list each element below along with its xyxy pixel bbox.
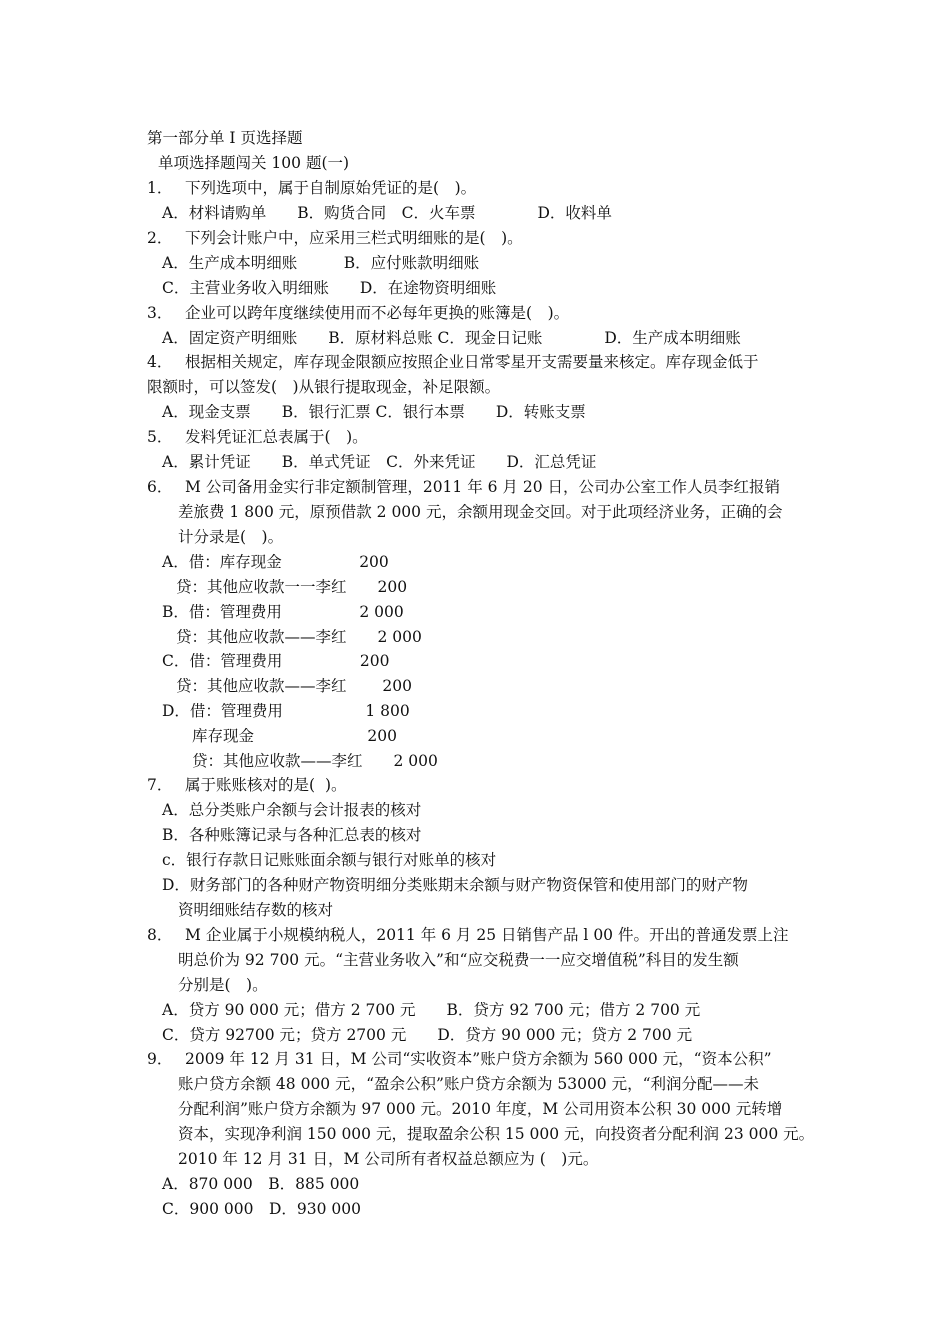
question-6-cont-2: 计分录是( )。 <box>178 528 284 546</box>
question-9-cont-3: 资本，实现净利润 150 000 元，提取盈余公积 15 000 元，向投资者分配利润 23 000 元。 <box>178 1125 815 1143</box>
question-4: 4． 根据相关规定，库存现金限额应按照企业日常零星开支需要量来核定。库存现金低于 <box>147 353 759 371</box>
question-6-option-b-credit: 贷：其他应收款——李红 2 000 <box>176 628 422 646</box>
question-7-option-a: A．总分类账户余额与会计报表的核对 <box>162 801 422 819</box>
question-5: 5． 发料凭证汇总表属于( )。 <box>147 428 368 446</box>
question-6-option-c: C．借：管理费用 200 <box>162 652 390 670</box>
question-7-option-d-cont: 资明细账结存数的核对 <box>178 901 334 919</box>
question-6: 6． M 公司备用金实行非定额制管理，2011 年 6 月 20 日，公司办公室工作人员李红报销 <box>147 478 781 496</box>
question-7: 7． 属于账账核对的是( )。 <box>147 776 347 794</box>
question-9-cont-4: 2010 年 12 月 31 日，M 公司所有者权益总额应为 ( )元。 <box>178 1150 599 1168</box>
question-4-options: A．现金支票 B．银行汇票 C．银行本票 D．转账支票 <box>162 403 586 421</box>
section-subtitle: 单项选择题闯关 100 题(一) <box>158 154 350 172</box>
question-9-options-ab: A．870 000 B．885 000 <box>162 1175 360 1193</box>
question-6-option-d-debit2: 库存现金 200 <box>192 727 398 745</box>
question-8-options-ab: A．贷方 90 000 元；借方 2 700 元 B．贷方 92 700 元；借方 2 700 元 <box>162 1001 701 1019</box>
question-7-option-c: c．银行存款日记账账面余额与银行对账单的核对 <box>162 851 497 869</box>
question-6-option-b: B．借：管理费用 2 000 <box>162 603 404 621</box>
question-6-option-a-credit: 贷：其他应收款一一李红 200 <box>176 578 408 596</box>
question-6-option-c-credit: 贷：其他应收款——李红 200 <box>176 677 413 695</box>
question-1-options: A．材料请购单 B．购货合同 C．火车票 D．收料单 <box>162 204 612 222</box>
question-2-options-b: C．主营业务收入明细账 D．在途物资明细账 <box>162 279 497 297</box>
question-7-option-d: D．财务部门的各种财产物资明细分类账期末余额与财产物资保管和使用部门的财产物 <box>162 876 748 894</box>
question-6-option-d: D．借：管理费用 1 800 <box>162 702 410 720</box>
question-6-option-d-credit: 贷：其他应收款——李红 2 000 <box>192 752 438 770</box>
question-1: 1． 下列选项中，属于自制原始凭证的是( )。 <box>147 179 477 197</box>
question-8-cont-2: 分别是( )。 <box>178 976 268 994</box>
question-3: 3． 企业可以跨年度继续使用而不必每年更换的账簿是( )。 <box>147 304 570 322</box>
question-3-options: A．固定资产明细账 B．原材料总账 C．现金日记账 D．生产成本明细账 <box>162 329 741 347</box>
question-2-options-a: A．生产成本明细账 B．应付账款明细账 <box>162 254 480 272</box>
question-9-cont-1: 账户贷方余额 48 000 元，“盈余公积”账户贷方余额为 53000 元，“利润分配——未 <box>178 1075 760 1093</box>
page-title: 第一部分单 I 页选择题 <box>147 129 303 147</box>
question-9: 9． 2009 年 12 月 31 日，M 公司“实收资本”账户贷方余额为 560 000 元，“资本公积” <box>147 1050 772 1068</box>
question-6-cont-1: 差旅费 1 800 元，原预借款 2 000 元，余额用现金交回。对于此项经济业务，正确的会 <box>178 503 783 521</box>
question-8: 8． M 企业属于小规模纳税人，2011 年 6 月 25 日销售产品 l 00 件。开出的普通发票上注 <box>147 926 789 944</box>
question-9-options-cd: C．900 000 D．930 000 <box>162 1200 361 1218</box>
question-4-cont: 限额时，可以签发( )从银行提取现金，补足限额。 <box>147 378 501 396</box>
question-2: 2． 下列会计账户中，应采用三栏式明细账的是( )。 <box>147 229 523 247</box>
question-8-cont-1: 明总价为 92 700 元。“主营业务收入”和“应交税费一一应交增值税”科目的发生额 <box>178 951 739 969</box>
question-6-option-a: A．借：库存现金 200 <box>162 553 389 571</box>
question-5-options: A．累计凭证 B．单式凭证 C．外来凭证 D．汇总凭证 <box>162 453 597 471</box>
question-8-options-cd: C．贷方 92700 元；贷方 2700 元 D．贷方 90 000 元；贷方 2 700 元 <box>162 1026 693 1044</box>
question-7-option-b: B．各种账簿记录与各种汇总表的核对 <box>162 826 422 844</box>
question-9-cont-2: 分配利润”账户贷方余额为 97 000 元。2010 年度，M 公司用资本公积 30 000 元转增 <box>178 1100 783 1118</box>
